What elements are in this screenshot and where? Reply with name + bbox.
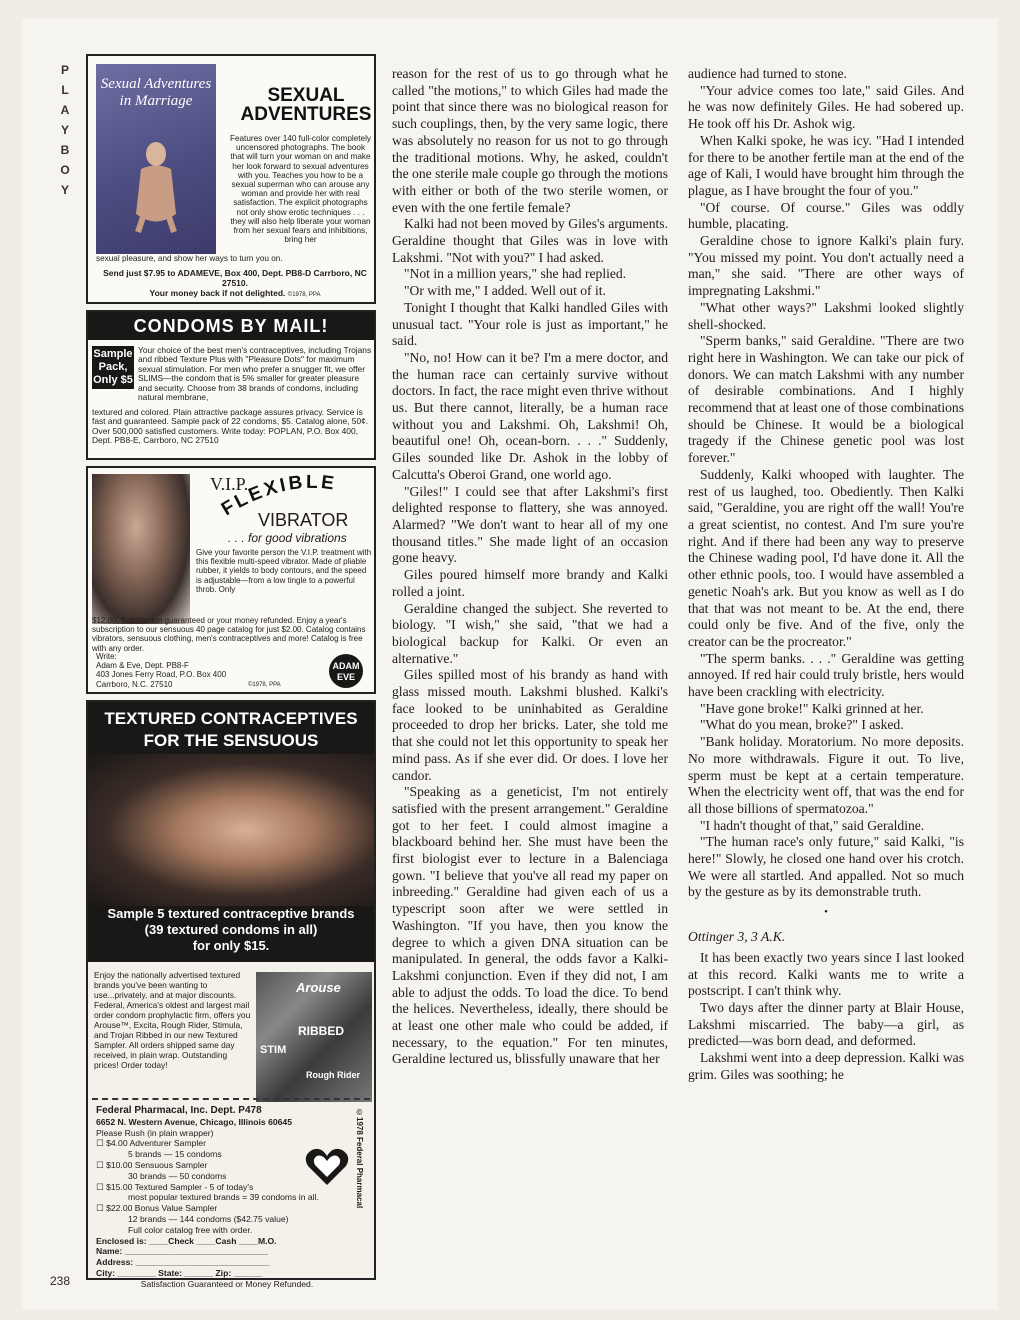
- article-paragraph: "Bank holiday. Moratorium. No more deposits. No more withdrawals. Figure it out. To live, sperm must be kept at a certain temperature. When the electricity went off, that was the end for all those billions of spermatozoa.": [688, 734, 964, 816]
- article-paragraph: Tonight I thought that Kalki handled Giles with unusual tact. "Your role is just as important," he said.: [392, 299, 668, 349]
- masthead-letter: A: [60, 103, 70, 117]
- vertical-copyright: ©1978 Federal Pharmacal: [355, 1108, 364, 1209]
- vip-label: V.I.P.: [210, 474, 249, 494]
- sample-line: Sample 5 textured contraceptive brands: [107, 906, 355, 921]
- ad-body-continued: $12.00. Satisfaction guaranteed or your money refunded. Enjoy a year's subscription to our sensuous 40 page catalog for just $2.00. Catalog contains vibrators, sensuous clothing, men's contraceptives and more! Catalog is free with any order.: [92, 616, 366, 653]
- order-option-detail: Full color catalog free with order.: [128, 1224, 253, 1235]
- article-paragraph: "What do you mean, broke?" I asked.: [700, 717, 904, 733]
- article-paragraph: "Of course. Of course." Giles was oddly humble, placating.: [688, 199, 964, 232]
- ad-blurb-tail: sexual pleasure, and show her ways to turn you on.: [96, 254, 283, 263]
- svg-text:EVE: EVE: [336, 672, 356, 682]
- ad-headline: SEXUAL ADVENTURES: [240, 85, 372, 125]
- ad-vip-vibrator: [86, 466, 376, 694]
- copyright: ©1978, PPA: [248, 682, 281, 688]
- order-option[interactable]: ☐ $4.00 Adventurer Sampler: [96, 1138, 206, 1149]
- ad-condoms-by-mail: [86, 310, 376, 460]
- product-boxes: [256, 972, 372, 1102]
- order-option-detail: 30 brands — 50 condoms: [128, 1170, 227, 1181]
- write-label: Write:: [96, 652, 117, 661]
- section-slug: Ottinger 3, 3 A.K.: [688, 929, 786, 945]
- article-paragraph: Geraldine chose to ignore Kalki's plain fury. "You missed my point. You don't actually need a man," she said. "There are other ways of impregnating Lakshmi.": [688, 233, 964, 299]
- ad-headline: CONDOMS BY MAIL!: [88, 312, 374, 340]
- article-paragraph: reason for the rest of us to go through what he called "the motions," to which Giles had made the point that since there was no biological reason for such couplings, then, by the very same logic, there was absolutely no reason for us not to go through the traditional motions. Why, he asked, couldn't the one sterile male couple go through the motions with either or both of the two sterile women, or even with the one fertile female?: [392, 66, 668, 215]
- article-paragraph: "The human race's only future," said Kalki, "is here!" Slowly, he closed one hand over his crotch. We were all startled. And appalled. Not so much by the gesture as by its demonstrable truth.: [688, 834, 964, 900]
- magazine-page: [22, 18, 998, 1310]
- copyright: ©1978, PPA: [287, 292, 321, 298]
- article-paragraph: Giles spilled most of his brandy as hand with glass missed mouth. Lakshmi blushed. Kalki's face looked to be uninhabited as Geraldine proceeded to drop her bricks. Later, she told me that she could not let this opportunity to speak her mind pass. As if she ever did. Or does. I love her candor.: [392, 667, 668, 783]
- order-coupon: [96, 1106, 348, 1290]
- article-paragraph: audience had turned to stone.: [688, 66, 847, 81]
- svg-text:FLEXIBLE: FLEXIBLE: [217, 472, 339, 521]
- article-paragraph: Kalki had not been moved by Giles's arguments. Geraldine thought that Giles was in love with Lakshmi. "Not with you?" I had asked.: [392, 216, 668, 265]
- page-number: 238: [50, 1274, 71, 1288]
- article-paragraph: "Have gone broke!" Kalki grinned at her.: [700, 700, 924, 716]
- section-break: •: [824, 906, 828, 919]
- masthead-letter: P: [60, 63, 69, 77]
- article-paragraph: Giles poured himself more brandy and Kalki rolled a joint.: [392, 567, 668, 599]
- article-paragraph: "Sperm banks," said Geraldine. "There are two right here in Washington. We can take our pick of donors. We can match Lakshmi with any number of desirable combinations. And I highly recommend that at least one of those combinations should be Chinese. It would be a biological tragedy if the Chinese genetic pool was lost forever.": [688, 333, 964, 466]
- address-field[interactable]: Address: ____________________________: [96, 1257, 270, 1268]
- article-paragraph: "The sperm banks. . . ." Geraldine was getting annoyed. If red hair could truly bristle, hers would have been crackling with electricity.: [688, 650, 964, 700]
- vibrator-label: VIBRATOR: [258, 510, 349, 530]
- article-paragraph: Lakshmi went into a deep depression. Kalki was grim. Giles was soothing; he: [688, 1050, 964, 1082]
- svg-text:ADAM: ADAM: [332, 661, 360, 671]
- ad-textured-contraceptives: [86, 700, 376, 1289]
- tagline: . . . for good vibrations: [228, 531, 347, 545]
- heart-icon: [304, 1144, 350, 1190]
- article-paragraph: It has been exactly two years since I last looked at this record. Kalki wants me to write a postscript. I can't think why.: [688, 949, 964, 999]
- model-photo: [92, 474, 190, 624]
- order-option-detail: 12 brands — 144 condoms ($42.75 value): [128, 1213, 289, 1224]
- masthead: [58, 60, 72, 200]
- article-paragraph: Suddenly, Kalki whooped with laughter. The rest of us laughed, too. Obediently. Then Kalki said, "Geraldine, you are right off the wall! You're a great scientist, no contest. And I'm sure you're right. And if there had been any way to preserve the Chinese wading pool, I'd have done it. All the other ethnic pools, too. I would have assembled a genetic Noah's ark. But you know as well as I do that that was not meant to be. At the end, there could only be five. And of the five, only the creator can be the procreator.": [688, 466, 964, 649]
- company-address: 6652 N. Western Avenue, Chicago, Illinois 60645: [96, 1116, 292, 1127]
- order-option[interactable]: ☐ $10.00 Sensuous Sampler: [96, 1159, 208, 1170]
- masthead-letter: O: [60, 163, 70, 177]
- mailing-address: [96, 652, 266, 689]
- article-paragraph: "Not in a million years," she had replied.: [404, 266, 627, 282]
- name-field[interactable]: Name: ______________________________: [96, 1246, 269, 1257]
- sample-pack-badge: Sample Pack, Only $5: [92, 346, 134, 389]
- masthead-letter: Y: [60, 183, 69, 197]
- city-state-zip-field[interactable]: City: ________ State: ______ Zip: ______: [96, 1267, 263, 1278]
- satisfaction-line: Satisfaction Guaranteed or Money Refunded.: [140, 1278, 314, 1289]
- ad-body: Give your favorite person the V.I.P. treatment with this flexible multi-speed vibrator. Made of pliable rubber, it yields to body contours, and the speed is adjustable—from a low tingle to a powerful throb. Only: [196, 548, 372, 594]
- ad-sexual-adventures: [86, 54, 376, 304]
- sample-offer: [88, 906, 374, 954]
- adam-eve-logo: [320, 652, 372, 690]
- order-option-detail: most popular textured brands = 39 condoms in all.: [128, 1192, 319, 1203]
- address-line: 403 Jones Ferry Road, P.O. Box 400: [96, 670, 227, 680]
- ad-banner: [88, 702, 374, 962]
- book-cover: [96, 64, 216, 254]
- article-paragraph: "Speaking as a geneticist, I'm not entirely satisfied with the present arrangement." Geraldine got to her feet. I could almost imagine a blackboard behind her. She must have been the first biologist ever to lecture in a Balenciaga gown. "I believe that you've all read my paper on inbreeding." Geraldine had given each of us a typescript soon after we were settled in Washington. "If you have, then you know the degree to which a given DNA situation can be manipulated. In general, the odds favor a Kalki-Lakshmi conjunction. Even if they did not, I am able to adjust the odds. To load the dice. To bend the helices. Nevertheless, ideally, there should be at least one other male who could be added, if necessary, to the equation." For ten minutes, Geraldine lectured us, blissfully unaware that her: [392, 784, 668, 1067]
- brand-label: STIM: [260, 1044, 287, 1056]
- headline-line-1: TEXTURED CONTRACEPTIVES: [104, 709, 358, 728]
- article-paragraph: "No, no! How can it be? I'm a mere doctor, and the human race can certainly survive without doctors. In fact, the race might even thrive without us. But there cannot, literally, be a human race without you and Lakshmi. Oh, Lakshmi! Oh, beautiful one! Oh, ocean-born. . . ." Suddenly, Giles sounded like Dr. Ashok in the lobby of Calcutta's Oberoi Grand, one world ago.: [392, 349, 668, 482]
- article-paragraph: Geraldine changed the subject. She reverted to biology. "I wish," she said, "that we had a biological backup for Kalki. Or even an alternative.": [392, 600, 668, 666]
- sample-line: for only $15.: [192, 938, 270, 953]
- masthead-letter: B: [60, 143, 70, 157]
- book-title: Sexual Adventures in Marriage: [100, 76, 212, 109]
- rush-line: Please Rush (in plain wrapper): [96, 1127, 214, 1138]
- article-column-2: [688, 66, 964, 1083]
- article-column-1: [392, 66, 668, 1068]
- article-paragraph: "Your advice comes too late," said Giles. And he was now definitely Giles. He had sobered up. He took off his Dr. Ashok wig.: [688, 82, 964, 132]
- order-option[interactable]: ☐ $22.00 Bonus Value Sampler: [96, 1203, 218, 1214]
- couple-photo: [88, 754, 374, 906]
- ad-body: Your choice of the best men's contraceptives, including Trojans and ribbed Texture Plus with "Pleasure Dots" for maximum sexual stimulation. For men who prefer a snugger fit, we offer SLIMS—the condom that is 5% smaller for greater pleasure and security. Choose from 38 brands of condoms, including natural membrane,: [138, 345, 372, 403]
- headline-line-2: FOR THE SENSUOUS: [143, 731, 319, 750]
- guarantee-text: Your money back if not delighted.: [149, 288, 286, 298]
- article-paragraph: "I hadn't thought of that," said Geraldine.: [700, 817, 925, 833]
- ad-column: [86, 54, 376, 1289]
- masthead-letter: Y: [60, 123, 69, 137]
- money-back: [96, 288, 374, 300]
- ad-body: Enjoy the nationally advertised textured brands you've been wanting to use...privately, and at major discounts. Federal, America's oldest and largest mail order condom prophylactic firm, offers you Arouse™, Excita, Rough Rider, Stimula, and Trojan Ribbed in our new Textured Sampler. All orders shipped same day received, in plain wrap. Outstanding prices! Order today!: [94, 970, 251, 1070]
- ad-body-continued: textured and colored. Plain attractive package assures privacy. Service is fast and guaranteed. Sample pack of 22 condoms, $5. Catalog alone, 50¢. Over 500,000 satisfied customers. Write today: POPLAN, P.O. Box 400, Dept. PB8-E, Carrboro, NC 27510: [92, 407, 369, 446]
- article-paragraph: When Kalki spoke, he was icy. "Had I intended for there to be another fertile man at the end of the age of Kali, I would have brought him through the plague, as I have brought the four of you.": [688, 132, 964, 198]
- ad-blurb: Features over 140 full-color completely uncensored photographs. The book that will turn your woman on and make her look forward to sexual adventures with you. Teaches you how to be a sexual superman who can arouse any woman and provide her with real satisfaction. The explicit photographs not only show erotic techniques . . . they will also help liberate your woman from her sexual fears and inhibitions, bring her: [229, 134, 372, 245]
- ad-order-info: [96, 268, 374, 300]
- brand-label: RIBBED: [298, 1024, 345, 1038]
- address-line: Carrboro, N.C. 27510: [96, 679, 173, 689]
- article-paragraph: "Or with me," I added. Well out of it.: [404, 283, 606, 299]
- brand-label: Rough Rider: [306, 1070, 360, 1080]
- enclosed-field[interactable]: Enclosed is: ____Check ____Cash ____M.O.: [96, 1235, 277, 1246]
- brand-label: Arouse: [296, 980, 341, 995]
- article-paragraph: Two days after the dinner party at Blair House, Lakshmi miscarried. The baby—a girl, as predicted—was born dead, and deformed.: [688, 999, 964, 1049]
- article-paragraph: "What other ways?" Lakshmi looked slightly shell-shocked.: [688, 299, 964, 332]
- sample-line: (39 textured condoms in all): [144, 922, 318, 937]
- couple-figure-icon: [126, 134, 186, 234]
- article-paragraph: "Giles!" I could see that after Lakshmi's first delighted response to flattery, she was annoyed. Alarmed? "We don't want to hear all of my one thousand titles." She made light of an occasion gone heavy.: [392, 483, 668, 566]
- address-line: Adam & Eve, Dept. PB8-F: [96, 661, 189, 671]
- order-option-detail: 5 brands — 15 condoms: [128, 1149, 222, 1160]
- masthead-letter: L: [61, 83, 69, 97]
- coupon-divider: [92, 1098, 370, 1100]
- order-address: Send just $7.95 to ADAMEVE, Box 400, Dept. PB8-D Carrboro, NC 27510.: [103, 268, 367, 288]
- company-name: Federal Pharmacal, Inc. Dept. P478: [96, 1105, 262, 1116]
- order-option[interactable]: ☐ $15.00 Textured Sampler - 5 of today's: [96, 1181, 254, 1192]
